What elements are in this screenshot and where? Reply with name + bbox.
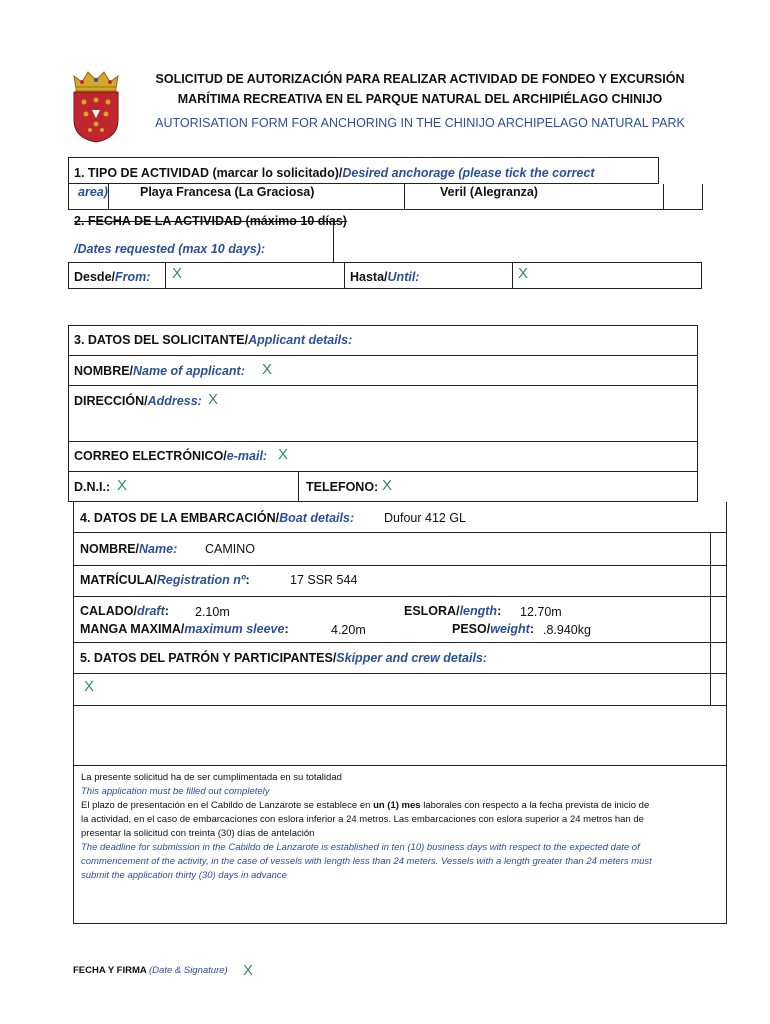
phone-field[interactable]: X — [382, 477, 393, 494]
draft-field[interactable]: 2.10m — [195, 605, 230, 619]
until-date-field[interactable]: X — [518, 265, 529, 282]
option-playa-francesa: Playa Francesa (La Graciosa) — [140, 185, 315, 199]
applicant-name-field[interactable]: X — [262, 361, 273, 378]
applicant-section — [68, 325, 698, 502]
beam-label: MANGA MAXIMA/maximum sleeve: — [80, 622, 289, 636]
boat-name-label: NOMBRE/Name: — [80, 542, 178, 556]
until-label: Hasta/Until: — [350, 270, 420, 284]
section5-heading: 5. DATOS DEL PATRÓN Y PARTICIPANTES/Skipper and crew details: — [80, 651, 488, 665]
section1-heading-cont: area) — [78, 185, 108, 199]
beam-field[interactable]: 4.20m — [331, 623, 366, 637]
email-field[interactable]: X — [278, 446, 289, 463]
notes-text: La presente solicitud ha de ser cumplimentada en su totalidad This application must be filled out completely El plazo de presentación en el Cabildo de Lanzarote se establece en un (1) mes laborales con respecto a la fecha prevista de inicio de la actividad, en el caso de embarcaciones con eslora inferior a 24 metros. Las embarcaciones con eslora superior a 24 metros han de presentar la solicitud con treinta (30) días de antelación The deadline for submission in the Cabildo de Lanzarote is established in ten (10) business days with respect to the expected date of commencement of the activity, in the case of vessels with length less than 24 meters. Vessels with a length greater than 24 meters must submit the application thirty (30) days in advance — [81, 772, 652, 881]
dni-field[interactable]: X — [117, 477, 128, 494]
length-field[interactable]: 12.70m — [520, 605, 562, 619]
form-title-line2: MARÍTIMA RECREATIVA EN EL PARQUE NATURAL DEL ARCHIPIÉLAGO CHINIJO — [177, 92, 663, 106]
section3-heading: 3. DATOS DEL SOLICITANTE/Applicant details: — [74, 333, 353, 347]
section4-heading: 4. DATOS DE LA EMBARCACIÓN/Boat details: — [80, 511, 355, 525]
length-label: ESLORA/length: — [404, 604, 502, 618]
boat-name-field[interactable]: CAMINO — [205, 542, 255, 556]
email-label: CORREO ELECTRÓNICO/e-mail: — [74, 449, 268, 463]
from-date-field[interactable]: X — [172, 265, 183, 282]
weight-label: PESO/weight: — [452, 622, 534, 636]
address-field[interactable]: X — [208, 391, 219, 408]
phone-label: TELEFONO: — [306, 480, 379, 494]
from-label: Desde/From: — [74, 270, 151, 284]
form-subtitle: AUTORISATION FORM FOR ANCHORING IN THE CHINIJO ARCHIPELAGO NATURAL PARK — [155, 116, 685, 130]
draft-label: CALADO/draft: — [80, 604, 169, 618]
form-title-line1: SOLICITUD DE AUTORIZACIÓN PARA REALIZAR ACTIVIDAD DE FONDEO Y EXCURSIÓN — [155, 72, 685, 86]
address-label: DIRECCIÓN/Address: — [74, 394, 202, 408]
date-signature-field[interactable]: X — [243, 962, 254, 979]
option-veril: Veril (Alegranza) — [440, 185, 538, 199]
registration-field[interactable]: 17 SSR 544 — [290, 573, 358, 587]
weight-field[interactable]: .8.940kg — [543, 623, 591, 637]
date-signature-label: FECHA Y FIRMA (Date & Signature) — [73, 965, 228, 976]
option-veril-checkbox[interactable] — [672, 187, 696, 205]
option-playa-francesa-checkbox[interactable] — [120, 187, 132, 199]
section2-heading-en: /Dates requested (max 10 days): — [74, 242, 266, 256]
applicant-name-label: NOMBRE/Name of applicant: — [74, 364, 245, 378]
coat-of-arms-logo — [68, 70, 124, 144]
registration-label: MATRÍCULA/Registration nº: — [80, 573, 250, 587]
section2-heading: 2. FECHA DE LA ACTIVIDAD (máximo 10 días) — [74, 214, 347, 228]
section1-heading: 1. TIPO DE ACTIVIDAD (marcar lo solicitado)/Desired anchorage (please tick the correct — [74, 166, 595, 180]
crew-details-field[interactable]: X — [84, 678, 95, 695]
boat-section — [73, 533, 727, 766]
dni-label: D.N.I.: — [74, 480, 111, 494]
boat-model: Dufour 412 GL — [384, 511, 466, 525]
